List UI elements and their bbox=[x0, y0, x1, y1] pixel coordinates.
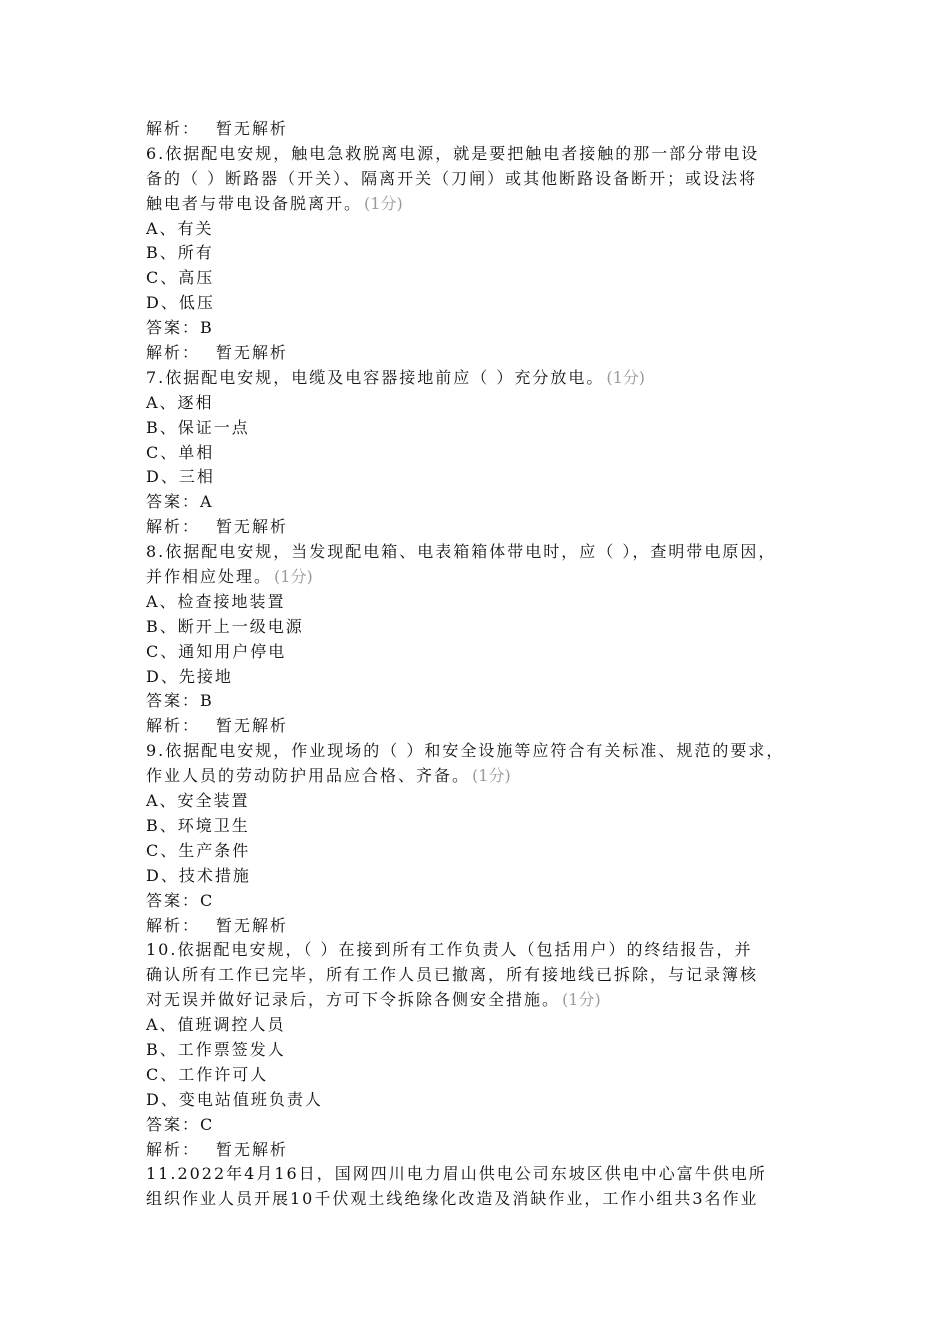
question-block bbox=[146, 366, 826, 540]
question-score: (1分) bbox=[364, 193, 403, 213]
question-score: (1分) bbox=[274, 567, 313, 587]
analysis-text: 暂无解析 bbox=[216, 343, 289, 363]
answer-line: 答案：B bbox=[146, 691, 214, 711]
answer-line: 答案：B bbox=[146, 318, 214, 338]
option-a: A、有关 bbox=[146, 218, 214, 238]
answer-line: 答案：C bbox=[146, 890, 215, 910]
analysis-label: 解析： bbox=[146, 716, 201, 736]
question-stem-line: 对无误并做好记录后，方可下令拆除各侧安全措施。 (1分) bbox=[146, 990, 601, 1010]
analysis-text: 暂无解析 bbox=[216, 1139, 289, 1159]
question-block bbox=[146, 1162, 826, 1212]
question-stem-line: 9.依据配电安规，作业现场的（ ）和安全设施等应符合有关标准、规范的要求， bbox=[146, 741, 785, 761]
option-b: B、工作票签发人 bbox=[146, 1039, 286, 1059]
analysis-line bbox=[146, 714, 826, 739]
analysis-text: 暂无解析 bbox=[216, 716, 289, 736]
option-d: D、三相 bbox=[146, 467, 215, 487]
option-d: D、先接地 bbox=[146, 666, 233, 686]
analysis-label: 解析： bbox=[146, 1139, 201, 1159]
analysis-label: 解析： bbox=[146, 915, 201, 935]
option-c: C、通知用户停电 bbox=[146, 641, 287, 661]
analysis-label: 解析： bbox=[146, 119, 201, 138]
question-stem-line: 备的（ ）断路器（开关）、隔离开关（刀闸）或其他断路设备断开；或设法将 bbox=[146, 168, 758, 188]
analysis-text: 暂无解析 bbox=[216, 119, 289, 138]
analysis-text: 暂无解析 bbox=[216, 915, 289, 935]
question-block bbox=[146, 739, 826, 938]
option-d: D、低压 bbox=[146, 293, 215, 313]
option-b: B、保证一点 bbox=[146, 417, 250, 437]
question-stem-line: 7.依据配电安规，电缆及电容器接地前应（ ）充分放电。 (1分) bbox=[146, 367, 646, 387]
option-a: A、安全装置 bbox=[146, 791, 250, 811]
analysis-line bbox=[146, 1138, 826, 1163]
answer-line: 答案：A bbox=[146, 492, 214, 512]
option-a: A、逐相 bbox=[146, 392, 214, 412]
analysis-line bbox=[146, 117, 826, 142]
analysis-line bbox=[146, 515, 826, 540]
option-b: B、所有 bbox=[146, 243, 214, 263]
question-stem-line: 8.依据配电安规，当发现配电箱、电表箱箱体带电时，应（ ），查明带电原因， bbox=[146, 542, 777, 562]
answer-line: 答案：C bbox=[146, 1114, 215, 1134]
analysis-line bbox=[146, 914, 826, 939]
question-stem-line: 并作相应处理。 (1分) bbox=[146, 567, 313, 587]
question-score: (1分) bbox=[472, 766, 511, 786]
analysis-text: 暂无解析 bbox=[216, 517, 289, 537]
question-stem-line: 作业人员的劳动防护用品应合格、齐备。 (1分) bbox=[146, 766, 511, 786]
question-stem-line: 11.2022年4月16日，国网四川电力眉山供电公司东坡区供电中心富牛供电所 bbox=[146, 1164, 767, 1184]
question-stem-line: 确认所有工作已完毕，所有工作人员已撤离，所有接地线已拆除，与记录簿核 bbox=[146, 965, 759, 985]
question-score: (1分) bbox=[562, 990, 601, 1010]
analysis-label: 解析： bbox=[146, 343, 201, 363]
question-stem-line: 6.依据配电安规，触电急救脱离电源，就是要把触电者接触的那一部分带电设 bbox=[146, 143, 760, 163]
question-block bbox=[146, 540, 826, 739]
question-score: (1分) bbox=[606, 367, 646, 387]
question-block bbox=[146, 938, 826, 1162]
option-c: C、工作许可人 bbox=[146, 1064, 269, 1084]
document-page bbox=[146, 117, 826, 1212]
option-d: D、技术措施 bbox=[146, 865, 251, 885]
option-c: C、高压 bbox=[146, 268, 215, 288]
option-c: C、生产条件 bbox=[146, 840, 251, 860]
question-stem-line: 10.依据配电安规，（ ）在接到所有工作负责人（包括用户）的终结报告，并 bbox=[146, 940, 753, 960]
option-a: A、值班调控人员 bbox=[146, 1015, 286, 1035]
option-c: C、单相 bbox=[146, 442, 215, 462]
question-block bbox=[146, 142, 826, 366]
analysis-label: 解析： bbox=[146, 517, 201, 537]
option-d: D、变电站值班负责人 bbox=[146, 1089, 323, 1109]
option-b: B、环境卫生 bbox=[146, 815, 250, 835]
option-a: A、检查接地装置 bbox=[146, 591, 286, 611]
question-stem-line: 触电者与带电设备脱离开。 (1分) bbox=[146, 193, 403, 213]
option-b: B、断开上一级电源 bbox=[146, 616, 304, 636]
analysis-line bbox=[146, 341, 826, 366]
question-stem-line: 组织作业人员开展10千伏观土线绝缘化改造及消缺作业，工作小组共3名作业 bbox=[146, 1189, 759, 1209]
